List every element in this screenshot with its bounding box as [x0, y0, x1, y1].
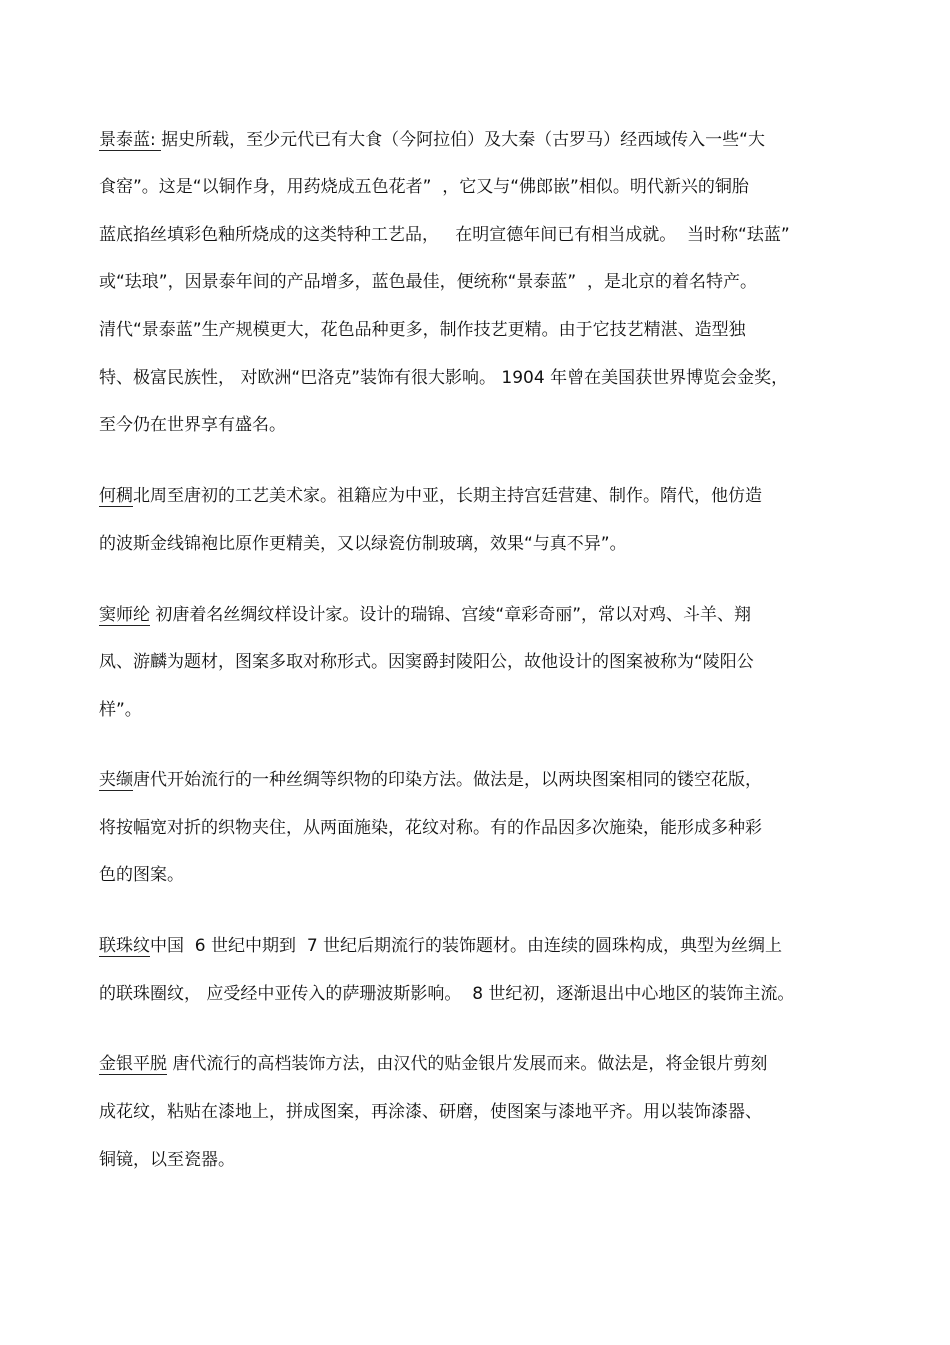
entry-text: 唐代流行的高档装饰方法，由汉代的贴金银片发展而来。做法是，将金银片剪刻: [167, 1054, 768, 1074]
entry-lianzhuwen-line-2: 的联珠圈纹， 应受经中亚传入的萨珊波斯影响。 8 世纪初，逐渐退出中心地区的装饰主流。: [99, 984, 795, 1004]
entry-jingtailan-line-1: [99, 128, 765, 152]
entry-jinyinpingtuo-line-3: 铜镜，以至瓷器。: [99, 1150, 235, 1170]
entry-jingtailan-line-5: 清代“景泰蓝”生产规模更大，花色品种更多，制作技艺更精。由于它技艺精湛、造型独: [99, 320, 746, 340]
entry-jingtailan-line-3: 蓝底掐丝填彩色釉所烧成的这类特种工艺品， 在明宣德年间已有相当成就。 当时称“珐蓝”: [99, 225, 790, 245]
term-hechou: 何稠: [99, 486, 133, 506]
entry-jiaxie-line-3: 色的图案。: [99, 865, 184, 885]
entry-jingtailan-line-2: 食窑”。这是“以铜作身，用药烧成五色花者” ，它又与“佛郎嵌”相似。明代新兴的铜胎: [99, 177, 749, 197]
term-jiaxie: 夹缬: [99, 770, 133, 790]
entry-jinyinpingtuo-line-1: [99, 1052, 767, 1076]
term-jingtailan: 景泰蓝:: [99, 130, 162, 150]
entry-text: 初唐着名丝绸纹样设计家。设计的瑞锦、宫绫“章彩奇丽”，常以对鸡、斗羊、翔: [150, 605, 752, 625]
entry-jiaxie-line-1: [99, 768, 762, 792]
entry-hechou-line-1: [99, 484, 762, 508]
term-jinyinpingtuo: 金银平脱: [99, 1054, 167, 1074]
entry-jiaxie-line-2: 将按幅宽对折的织物夹住，从两面施染，花纹对称。有的作品因多次施染，能形成多种彩: [99, 818, 762, 838]
term-doushilun: 窦师纶: [99, 605, 150, 625]
term-lianzhuwen: 联珠纹: [99, 936, 150, 956]
entry-text: 唐代开始流行的一种丝绸等织物的印染方法。做法是，以两块图案相同的镂空花版，: [133, 770, 762, 790]
entry-doushilun-line-1: [99, 603, 751, 627]
entry-doushilun-line-2: 凤、游麟为题材，图案多取对称形式。因窦爵封陵阳公，故他设计的图案被称为“陵阳公: [99, 652, 754, 672]
entry-text: 据史所载，至少元代已有大食（今阿拉伯）及大秦（古罗马）经西域传入一些“大: [161, 130, 765, 150]
entry-text: 北周至唐初的工艺美术家。祖籍应为中亚，长期主持宫廷营建、制作。隋代，他仿造: [133, 486, 762, 506]
entry-doushilun-line-3: 样”。: [99, 700, 142, 720]
entry-jinyinpingtuo-line-2: 成花纹，粘贴在漆地上，拼成图案，再涂漆、研磨，使图案与漆地平齐。用以装饰漆器、: [99, 1102, 762, 1122]
entry-jingtailan-line-6: 特、极富民族性， 对欧洲“巴洛克”装饰有很大影响。 1904 年曾在美国获世界博览会金奖，: [99, 368, 789, 388]
entry-jingtailan-line-4: 或“珐琅”，因景泰年间的产品增多，蓝色最佳，便统称“景泰蓝” ，是北京的着名特产。: [99, 272, 758, 292]
entry-hechou-line-2: 的波斯金线锦袍比原作更精美，又以绿瓷仿制玻璃，效果“与真不异”。: [99, 534, 627, 554]
entry-jingtailan-line-7: 至今仍在世界享有盛名。: [99, 415, 286, 435]
entry-lianzhuwen-line-1: [99, 934, 782, 958]
entry-text: 中国 6 世纪中期到 7 世纪后期流行的装饰题材。由连续的圆珠构成，典型为丝绸上: [150, 936, 783, 956]
